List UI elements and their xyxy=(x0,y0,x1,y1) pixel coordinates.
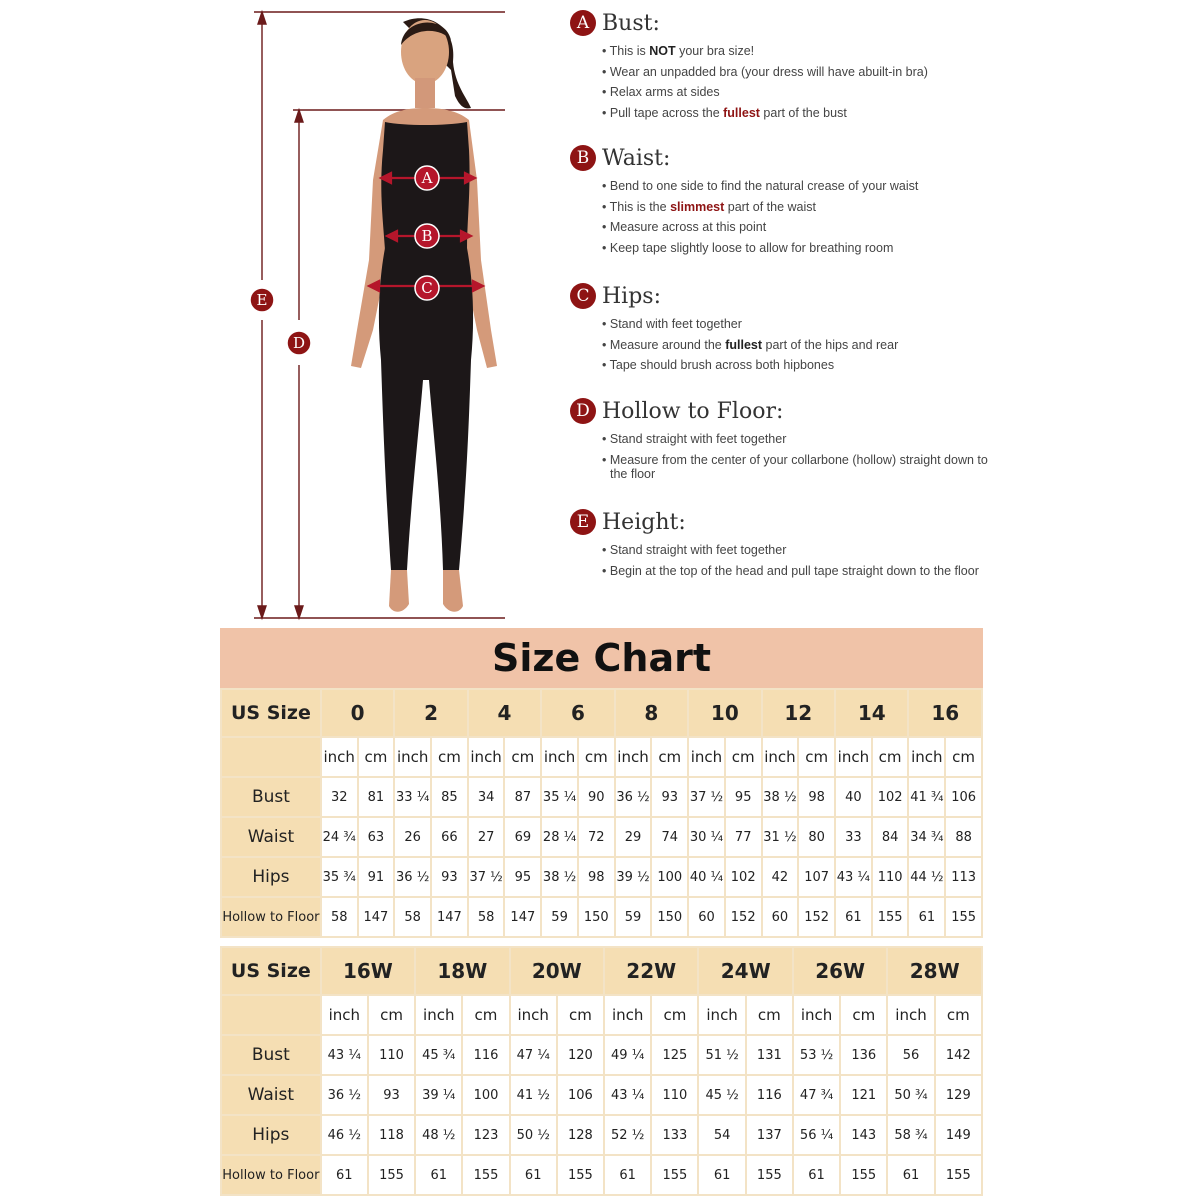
unit-inch: inch xyxy=(616,738,651,776)
table-cell: 61 xyxy=(322,1156,367,1194)
instruction-item: • Stand straight with feet together xyxy=(570,432,990,446)
marker-b: B xyxy=(421,227,433,245)
table-cell: 24 ¾ xyxy=(322,818,357,856)
size-column-header: 10 xyxy=(689,690,760,736)
table-cell: 155 xyxy=(873,898,908,936)
table-cell: 93 xyxy=(652,778,687,816)
table-cell: 81 xyxy=(359,778,394,816)
unit-cm: cm xyxy=(652,996,697,1034)
unit-cm: cm xyxy=(579,738,614,776)
table-cell: 40 xyxy=(836,778,871,816)
table-row xyxy=(222,1036,981,1074)
section-list xyxy=(570,317,990,372)
corner-cell xyxy=(222,996,320,1034)
table-cell: 155 xyxy=(369,1156,414,1194)
table-cell: 41 ¾ xyxy=(909,778,944,816)
size-column-header: 20W xyxy=(511,948,603,994)
unit-inch: inch xyxy=(699,996,744,1034)
table-cell: 58 ¾ xyxy=(888,1116,933,1154)
table-cell: 60 xyxy=(689,898,724,936)
table-cell: 150 xyxy=(652,898,687,936)
table-cell: 36 ½ xyxy=(322,1076,367,1114)
table-cell: 43 ¼ xyxy=(836,858,871,896)
size-column-header: 18W xyxy=(416,948,508,994)
unit-inch: inch xyxy=(322,738,357,776)
table-cell: 118 xyxy=(369,1116,414,1154)
table-cell: 61 xyxy=(416,1156,461,1194)
table-cell: 47 ¼ xyxy=(511,1036,556,1074)
unit-inch: inch xyxy=(469,738,504,776)
table-cell: 61 xyxy=(909,898,944,936)
table-cell: 147 xyxy=(505,898,540,936)
size-column-header: 0 xyxy=(322,690,393,736)
table-cell: 39 ½ xyxy=(616,858,651,896)
instruction-item: • Keep tape slightly loose to allow for breathing room xyxy=(570,241,990,255)
table-cell: 147 xyxy=(432,898,467,936)
table-cell: 152 xyxy=(726,898,761,936)
table-cell: 102 xyxy=(873,778,908,816)
table-cell: 95 xyxy=(505,858,540,896)
table-cell: 155 xyxy=(946,898,981,936)
table-cell: 61 xyxy=(605,1156,650,1194)
model-illustration xyxy=(245,0,515,625)
instruction-item: • Measure across at this point xyxy=(570,220,990,234)
table-cell: 106 xyxy=(558,1076,603,1114)
table-cell: 155 xyxy=(747,1156,792,1194)
model-silhouette xyxy=(351,18,497,611)
table-cell: 26 xyxy=(395,818,430,856)
table-cell: 63 xyxy=(359,818,394,856)
size-table-plus xyxy=(220,946,983,1196)
table-cell: 40 ¼ xyxy=(689,858,724,896)
table-cell: 52 ½ xyxy=(605,1116,650,1154)
table-cell: 35 ¼ xyxy=(542,778,577,816)
size-chart-title: Size Chart xyxy=(220,628,983,688)
table-cell: 59 xyxy=(616,898,651,936)
marker-c: C xyxy=(421,279,433,297)
table-cell: 155 xyxy=(558,1156,603,1194)
instruction-item: • Wear an unpadded bra (your dress will have abuilt-in bra) xyxy=(570,65,990,79)
table-cell: 150 xyxy=(579,898,614,936)
table-cell: 110 xyxy=(873,858,908,896)
table-cell: 113 xyxy=(946,858,981,896)
table-cell: 128 xyxy=(558,1116,603,1154)
table-cell: 61 xyxy=(888,1156,933,1194)
size-column-header: 4 xyxy=(469,690,540,736)
table-cell: 38 ½ xyxy=(763,778,798,816)
table-cell: 72 xyxy=(579,818,614,856)
unit-inch: inch xyxy=(836,738,871,776)
table-cell: 43 ¼ xyxy=(605,1076,650,1114)
table-cell: 49 ¼ xyxy=(605,1036,650,1074)
table-cell: 59 xyxy=(542,898,577,936)
table-cell: 50 ½ xyxy=(511,1116,556,1154)
unit-cm: cm xyxy=(946,738,981,776)
unit-inch: inch xyxy=(511,996,556,1034)
table-cell: 152 xyxy=(799,898,834,936)
table-cell: 34 ¾ xyxy=(909,818,944,856)
table-cell: 91 xyxy=(359,858,394,896)
instruction-item: • This is the slimmest part of the waist xyxy=(570,200,990,214)
table-cell: 98 xyxy=(799,778,834,816)
table-cell: 129 xyxy=(936,1076,981,1114)
table-row xyxy=(222,818,981,856)
instruction-item: • This is NOT your bra size! xyxy=(570,44,990,58)
table-cell: 61 xyxy=(836,898,871,936)
table-cell: 147 xyxy=(359,898,394,936)
table-cell: 45 ¾ xyxy=(416,1036,461,1074)
table-cell: 93 xyxy=(432,858,467,896)
table-cell: 143 xyxy=(841,1116,886,1154)
unit-cm: cm xyxy=(936,996,981,1034)
section-list xyxy=(570,44,990,120)
table-cell: 102 xyxy=(726,858,761,896)
row-label: Hips xyxy=(222,1116,320,1154)
unit-cm: cm xyxy=(841,996,886,1034)
size-column-header: 6 xyxy=(542,690,613,736)
table-cell: 100 xyxy=(463,1076,508,1114)
table-cell: 37 ½ xyxy=(689,778,724,816)
table-cell: 46 ½ xyxy=(322,1116,367,1154)
table-cell: 37 ½ xyxy=(469,858,504,896)
marker-a: A xyxy=(421,169,433,187)
unit-inch: inch xyxy=(605,996,650,1034)
size-column-header: 28W xyxy=(888,948,981,994)
table-cell: 34 xyxy=(469,778,504,816)
marker-e: E xyxy=(256,291,268,309)
unit-cm: cm xyxy=(747,996,792,1034)
section-waist xyxy=(570,141,990,261)
table-cell: 43 ¼ xyxy=(322,1036,367,1074)
table-row xyxy=(222,1076,981,1114)
section-bust xyxy=(570,6,990,126)
row-label: Waist xyxy=(222,1076,320,1114)
table-cell: 80 xyxy=(799,818,834,856)
section-title: Bust: xyxy=(602,10,660,36)
section-list xyxy=(570,432,990,481)
section-badge: E xyxy=(570,509,596,535)
table-cell: 100 xyxy=(652,858,687,896)
table-cell: 106 xyxy=(946,778,981,816)
table-cell: 50 ¾ xyxy=(888,1076,933,1114)
table-cell: 31 ½ xyxy=(763,818,798,856)
instruction-item: • Tape should brush across both hipbones xyxy=(570,358,990,372)
unit-inch: inch xyxy=(542,738,577,776)
unit-cm: cm xyxy=(652,738,687,776)
section-title: Hips: xyxy=(602,283,662,309)
section-title: Waist: xyxy=(602,145,671,171)
table-cell: 36 ½ xyxy=(395,858,430,896)
table-cell: 51 ½ xyxy=(699,1036,744,1074)
marker-d: D xyxy=(292,334,306,352)
table-cell: 44 ½ xyxy=(909,858,944,896)
size-column-header: 14 xyxy=(836,690,907,736)
table-cell: 41 ½ xyxy=(511,1076,556,1114)
table-cell: 53 ½ xyxy=(794,1036,839,1074)
table-cell: 58 xyxy=(469,898,504,936)
table-cell: 33 ¼ xyxy=(395,778,430,816)
table-cell: 60 xyxy=(763,898,798,936)
row-label: Waist xyxy=(222,818,320,856)
table-row xyxy=(222,898,981,936)
table-cell: 56 ¼ xyxy=(794,1116,839,1154)
section-list xyxy=(570,179,990,255)
section-hips xyxy=(570,279,990,379)
table-cell: 54 xyxy=(699,1116,744,1154)
table-cell: 110 xyxy=(652,1076,697,1114)
unit-inch: inch xyxy=(763,738,798,776)
table-cell: 47 ¾ xyxy=(794,1076,839,1114)
size-column-header: 26W xyxy=(794,948,886,994)
table-cell: 66 xyxy=(432,818,467,856)
table-cell: 155 xyxy=(652,1156,697,1194)
table-cell: 32 xyxy=(322,778,357,816)
table-cell: 95 xyxy=(726,778,761,816)
size-table-standard xyxy=(220,688,983,938)
row-label: Hollow to Floor xyxy=(222,898,320,936)
table-cell: 120 xyxy=(558,1036,603,1074)
unit-inch: inch xyxy=(888,996,933,1034)
table-cell: 90 xyxy=(579,778,614,816)
instruction-item: • Relax arms at sides xyxy=(570,85,990,99)
instruction-item: • Measure from the center of your collarbone (hollow) straight down to the floor xyxy=(570,453,990,481)
section-badge: D xyxy=(570,398,596,424)
unit-inch: inch xyxy=(689,738,724,776)
size-column-header: 24W xyxy=(699,948,791,994)
instruction-item: • Bend to one side to find the natural crease of your waist xyxy=(570,179,990,193)
section-badge: B xyxy=(570,145,596,171)
table-cell: 116 xyxy=(463,1036,508,1074)
unit-cm: cm xyxy=(463,996,508,1034)
section-badge: A xyxy=(570,10,596,36)
section-height xyxy=(570,505,990,584)
unit-cm: cm xyxy=(873,738,908,776)
table-cell: 58 xyxy=(395,898,430,936)
table-cell: 155 xyxy=(936,1156,981,1194)
size-column-header: 12 xyxy=(763,690,834,736)
table-cell: 61 xyxy=(699,1156,744,1194)
row-label: Bust xyxy=(222,1036,320,1074)
row-label: Hollow to Floor xyxy=(222,1156,320,1194)
section-title: Hollow to Floor: xyxy=(602,398,784,424)
table-cell: 58 xyxy=(322,898,357,936)
section-list xyxy=(570,543,990,578)
table-cell: 48 ½ xyxy=(416,1116,461,1154)
table-cell: 30 ¼ xyxy=(689,818,724,856)
unit-cm: cm xyxy=(726,738,761,776)
table-row xyxy=(222,858,981,896)
table-row xyxy=(222,1116,981,1154)
table-cell: 116 xyxy=(747,1076,792,1114)
instruction-item: • Begin at the top of the head and pull tape straight down to the floor xyxy=(570,564,990,578)
size-column-header: 22W xyxy=(605,948,697,994)
table-cell: 123 xyxy=(463,1116,508,1154)
table-row xyxy=(222,778,981,816)
unit-cm: cm xyxy=(558,996,603,1034)
table-cell: 155 xyxy=(463,1156,508,1194)
size-column-header: 16 xyxy=(909,690,981,736)
unit-cm: cm xyxy=(505,738,540,776)
unit-cm: cm xyxy=(432,738,467,776)
table-cell: 133 xyxy=(652,1116,697,1154)
us-size-header: US Size xyxy=(222,948,320,994)
section-badge: C xyxy=(570,283,596,309)
table-cell: 142 xyxy=(936,1036,981,1074)
table-row xyxy=(222,1156,981,1194)
unit-inch: inch xyxy=(794,996,839,1034)
table-cell: 125 xyxy=(652,1036,697,1074)
unit-inch: inch xyxy=(395,738,430,776)
table-cell: 131 xyxy=(747,1036,792,1074)
table-cell: 155 xyxy=(841,1156,886,1194)
us-size-header: US Size xyxy=(222,690,320,736)
table-cell: 93 xyxy=(369,1076,414,1114)
unit-cm: cm xyxy=(359,738,394,776)
unit-inch: inch xyxy=(322,996,367,1034)
size-column-header: 2 xyxy=(395,690,466,736)
size-column-header: 16W xyxy=(322,948,414,994)
table-cell: 137 xyxy=(747,1116,792,1154)
measurement-figure xyxy=(245,0,515,625)
table-cell: 38 ½ xyxy=(542,858,577,896)
table-cell: 149 xyxy=(936,1116,981,1154)
instruction-item: • Measure around the fullest part of the hips and rear xyxy=(570,338,990,352)
section-title: Height: xyxy=(602,509,686,535)
table-cell: 28 ¼ xyxy=(542,818,577,856)
table-cell: 45 ½ xyxy=(699,1076,744,1114)
row-label: Hips xyxy=(222,858,320,896)
table-cell: 35 ¾ xyxy=(322,858,357,896)
table-cell: 110 xyxy=(369,1036,414,1074)
unit-cm: cm xyxy=(369,996,414,1034)
unit-inch: inch xyxy=(416,996,461,1034)
table-cell: 39 ¼ xyxy=(416,1076,461,1114)
table-cell: 87 xyxy=(505,778,540,816)
corner-cell xyxy=(222,738,320,776)
section-hollow-to-floor xyxy=(570,394,990,487)
unit-inch: inch xyxy=(909,738,944,776)
table-cell: 74 xyxy=(652,818,687,856)
table-cell: 61 xyxy=(794,1156,839,1194)
table-cell: 36 ½ xyxy=(616,778,651,816)
table-cell: 88 xyxy=(946,818,981,856)
table-cell: 98 xyxy=(579,858,614,896)
instruction-item: • Stand straight with feet together xyxy=(570,543,990,557)
table-cell: 69 xyxy=(505,818,540,856)
table-cell: 121 xyxy=(841,1076,886,1114)
table-cell: 84 xyxy=(873,818,908,856)
table-cell: 77 xyxy=(726,818,761,856)
table-cell: 56 xyxy=(888,1036,933,1074)
table-cell: 107 xyxy=(799,858,834,896)
row-label: Bust xyxy=(222,778,320,816)
instruction-item: • Pull tape across the fullest part of the bust xyxy=(570,106,990,120)
table-cell: 33 xyxy=(836,818,871,856)
instruction-item: • Stand with feet together xyxy=(570,317,990,331)
table-cell: 136 xyxy=(841,1036,886,1074)
table-cell: 27 xyxy=(469,818,504,856)
unit-cm: cm xyxy=(799,738,834,776)
table-cell: 42 xyxy=(763,858,798,896)
table-cell: 85 xyxy=(432,778,467,816)
table-cell: 29 xyxy=(616,818,651,856)
size-column-header: 8 xyxy=(616,690,687,736)
table-cell: 61 xyxy=(511,1156,556,1194)
